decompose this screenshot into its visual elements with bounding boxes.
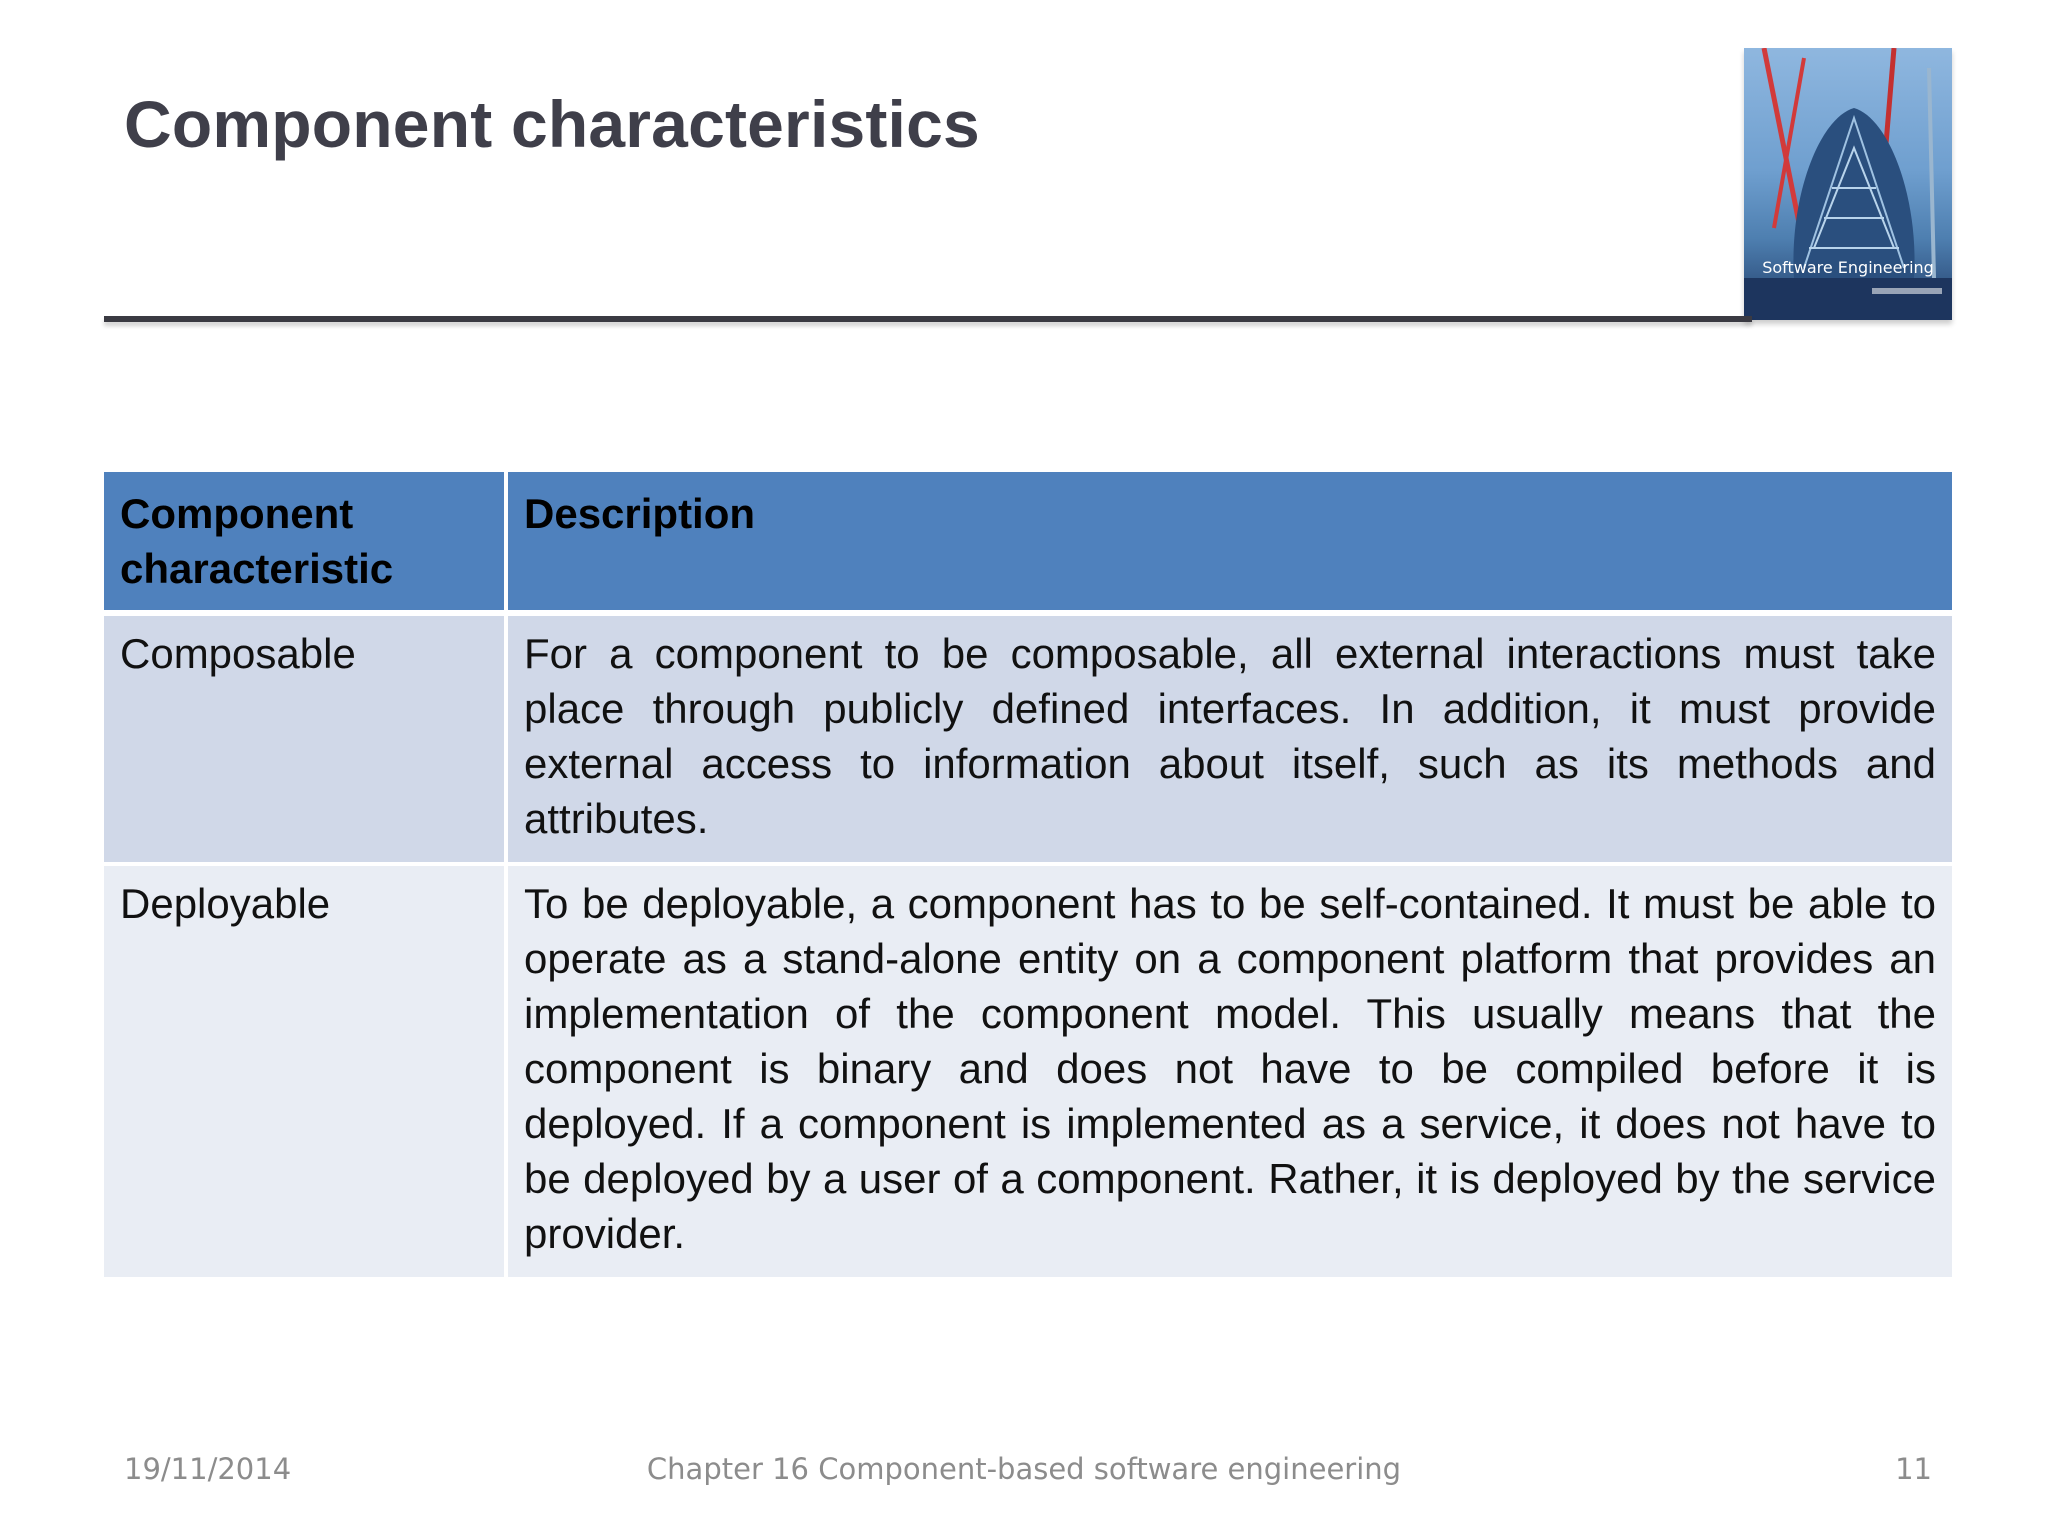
cover-author-mark [1872,288,1942,294]
gherkin-building-icon [1744,48,1952,320]
table-row [104,866,1952,1277]
footer-page-number: 11 [1895,1452,1932,1486]
title-divider [104,316,1752,322]
book-cover-image [1744,48,1952,320]
column-header-description: Description [508,472,1952,616]
characteristic-description: To be deployable, a component has to be self-contained. It must be able to operate as a stand-alone entity on a component platform that provides an implementation of the component model. This usually means that the component is binary and does not have to be compiled before it is deployed. If a component is implemented as a service, it does not have to be deployed by a user of a component. Rather, it is deployed by the service provider. [508,866,1952,1277]
table-row [104,616,1952,866]
footer-date: 19/11/2014 [124,1452,292,1486]
cover-caption: Software Engineering [1762,258,1934,277]
characteristic-name: Composable [104,616,508,866]
footer-chapter-title: Chapter 16 Component-based software engineering [646,1452,1402,1486]
characteristic-description: For a component to be composable, all external interactions must take place through publicly defined interfaces. In addition, it must provide external access to information about itself, such as its methods and attributes. [508,616,1952,866]
characteristic-name: Deployable [104,866,508,1277]
table-header-row [104,472,1952,616]
slide-title: Component characteristics [124,87,980,161]
column-header-characteristic: Component characteristic [104,472,508,616]
characteristics-table [104,472,1952,1277]
